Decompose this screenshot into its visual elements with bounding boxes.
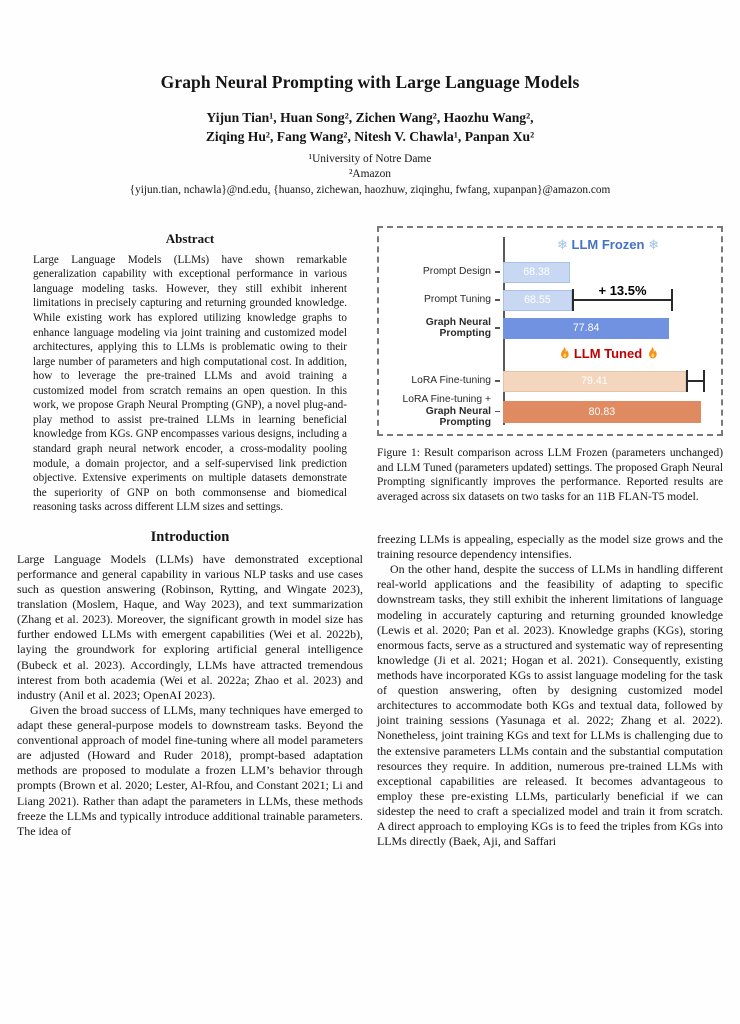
- bar-label: Graph Neural Prompting: [425, 316, 491, 340]
- bar-value: 79.41: [581, 375, 608, 388]
- author-emails: {yijun.tian, nchawla}@nd.edu, {huanso, zichewan, haozhuw, ziqinghu, fwfang, xupanpan}@amazon.com: [129, 183, 611, 196]
- right-column-paragraph-2: On the other hand, despite the success of LLMs in handling different real-world applications and the feasibility of adapting to specific downstream tasks, they still exhibit the inherent limitations of language modeling in accurately capturing and returning grounded knowledge (Lewis et al. 2020; Pan et al. 2023). Knowledge graphs (KGs), storing enormous facts, serve as a structured and systematic way of representing knowledge (Ji et al. 2021; Hogan et al. 2021). Consequently, existing methods have incorporated KGs to assist language modeling for the task of question answering, often by designing customized model architectures to accommodate both KGs and textual data, followed by joint training sessions (Yasunaga et al. 2022; Zhang et al. 2022). Nonetheless, joint training KGs and text for LLMs is challenging due to the extensive parameters LLMs contain and the substantial computation resources they require. In addition, numerous pre-trained LLMs with exceptional capabilities are released. It becomes advantageous to employ these pre-existing LLMs, particularly beneficial if we can sidestep the need to craft a specialized model and train it from scratch. A direct approach to employing KGs is to feed the triples from KGs into LLMs directly (Baek, Aji, and Saffari: [377, 562, 723, 849]
- abstract-heading: Abstract: [165, 230, 215, 246]
- chart-section-header-frozen: [383, 237, 713, 257]
- bar-row-lora-fine-tuning: [383, 371, 713, 392]
- axis-tick: [495, 327, 500, 329]
- bar-label-line1: LoRA Fine-tuning +: [402, 394, 491, 406]
- axis-tick: [495, 271, 500, 273]
- improvement-label: + 13.5%: [598, 283, 647, 299]
- bar-prompt-tuning: [503, 290, 572, 311]
- introduction-paragraph-2: Given the broad success of LLMs, many techniques have emerged to adapt these general-purpose models to downstream tasks. Beyond the conventional approach of model fine-tuning where all model parameters are adjusted (Howard and Ruder 2018), prompt-based adaptation methods are proposed to modulate a frozen LLM’s behavior through prompts (Brown et al. 2020; Lester, Al-Rfou, and Constant 2021; Li and Liang 2021). Rather than adapt the parameters in LLMs, these methods freeze the LLMs and typically introduce additional trainable parameters. The idea of: [17, 702, 363, 838]
- affiliations: [0, 152, 740, 182]
- flame-icon: [646, 346, 658, 360]
- bar-row-prompt-tuning: [383, 283, 713, 311]
- paper-title: Graph Neural Prompting with Large Language Models: [160, 72, 580, 92]
- two-column-body: [0, 222, 740, 850]
- abstract-text: Large Language Models (LLMs) have shown remarkable generalization capability with exceptional performance in various language modeling tasks. However, they still exhibit inherent limitations in precisely capturing and returning grounded knowledge. While existing work has explored utilizing knowledge graphs to enhance language modeling via joint training and customized model architectures, applying this to LLMs is problematic owing to their large number of parameters and high computational cost. In addition, how to leverage the pre-trained LLMs and avoid training a customized model from scratch remains an open question. In this work, we propose Graph Neural Prompting (GNP), a novel plug-and-play method to assist pre-trained LLMs in learning beneficial knowledge from KGs. GNP encompasses various designs, including a standard graph neural network encoder, a cross-modality pooling module, a domain projector, and a self-supervised link prediction objective. Extensive experiments on multiple datasets demonstrate the superiority of GNP on both commonsense and biomedical reasoning tasks across different LLM sizes and settings.: [33, 253, 347, 514]
- paper-header: [0, 0, 740, 196]
- bar-prompt-design: [503, 262, 570, 283]
- improvement-bracket-1-8: [686, 370, 705, 392]
- axis-tick: [495, 411, 500, 413]
- authors-line-1: Yijun Tian¹, Huan Song², Zichen Wang², Haozhu Wang²,: [206, 110, 534, 125]
- right-column: [377, 222, 723, 850]
- axis-tick: [495, 299, 500, 301]
- bar-label: Prompt Tuning: [424, 294, 491, 306]
- bar-label: Prompt Design: [422, 266, 491, 278]
- affiliation-notre-dame: ¹University of Notre Dame: [308, 152, 432, 165]
- bar-value: 77.84: [572, 322, 600, 335]
- bar-value: 68.55: [524, 294, 551, 307]
- bar-label-line2: Graph Neural Prompting: [425, 405, 491, 429]
- authors: [0, 108, 740, 147]
- chart-section-header-tuned: [383, 346, 713, 366]
- left-column: [17, 222, 363, 850]
- axis-tick: [495, 380, 500, 382]
- introduction-heading: Introduction: [150, 528, 230, 545]
- bar-row-prompt-design: [383, 262, 713, 283]
- snowflake-icon: ❄: [557, 236, 568, 252]
- bar-row-graph-neural-prompting: [383, 318, 713, 339]
- bar-lora-plus-gnp: [503, 401, 701, 423]
- figure1: [377, 226, 723, 436]
- tuned-section-label: LLM Tuned: [573, 345, 643, 361]
- bar-row-lora-plus-gnp: [383, 394, 713, 429]
- bar-graph-neural-prompting: [503, 318, 669, 339]
- bar-label: LoRA Fine-tuning: [411, 375, 491, 387]
- authors-line-2: Ziqing Hu², Fang Wang², Nitesh V. Chawla¹, Panpan Xu²: [205, 129, 535, 145]
- right-column-paragraph-1: freezing LLMs is appealing, especially as the model size grows and the training resource dependency intensifies.: [377, 532, 723, 562]
- improvement-bracket-13-5: [572, 283, 674, 311]
- flame-icon: [558, 346, 570, 360]
- affiliation-amazon: ²Amazon: [348, 167, 391, 180]
- figure1-caption: Figure 1: Result comparison across LLM Frozen (parameters unchanged) and LLM Tuned (parameters updated) settings. The proposed Graph Neural Prompting significantly improves the performance. Reported results are averaged across six datasets on two tasks for an 11B FLAN-T5 model.: [377, 446, 723, 504]
- introduction-paragraph-1: Large Language Models (LLMs) have demonstrated exceptional performance and general capability in various NLP tasks and use cases such as question answering (Robinson, Rytting, and Wingate 2023), translation (Moslem, Haque, and Way 2023), and text summarization (Zhang et al. 2023). Moreover, the significant growth in model size has further endowed LLMs with emergent capabilities (Wei et al. 2022b), laying the groundwork for exploring artificial general intelligence (Bubeck et al. 2023). Accordingly, LLMs have attracted tremendous interest from both academia (Wei et al. 2022a; Zhao et al. 2023) and industry (Anil et al. 2023; OpenAI 2023).: [17, 551, 363, 702]
- figure1-bar-chart: [383, 236, 713, 429]
- bar-lora-fine-tuning: [503, 371, 686, 392]
- snowflake-icon: ❄: [648, 236, 659, 252]
- bar-value: 68.38: [523, 266, 550, 279]
- frozen-section-label: LLM Frozen: [571, 236, 645, 252]
- bar-value: 80.83: [588, 405, 616, 418]
